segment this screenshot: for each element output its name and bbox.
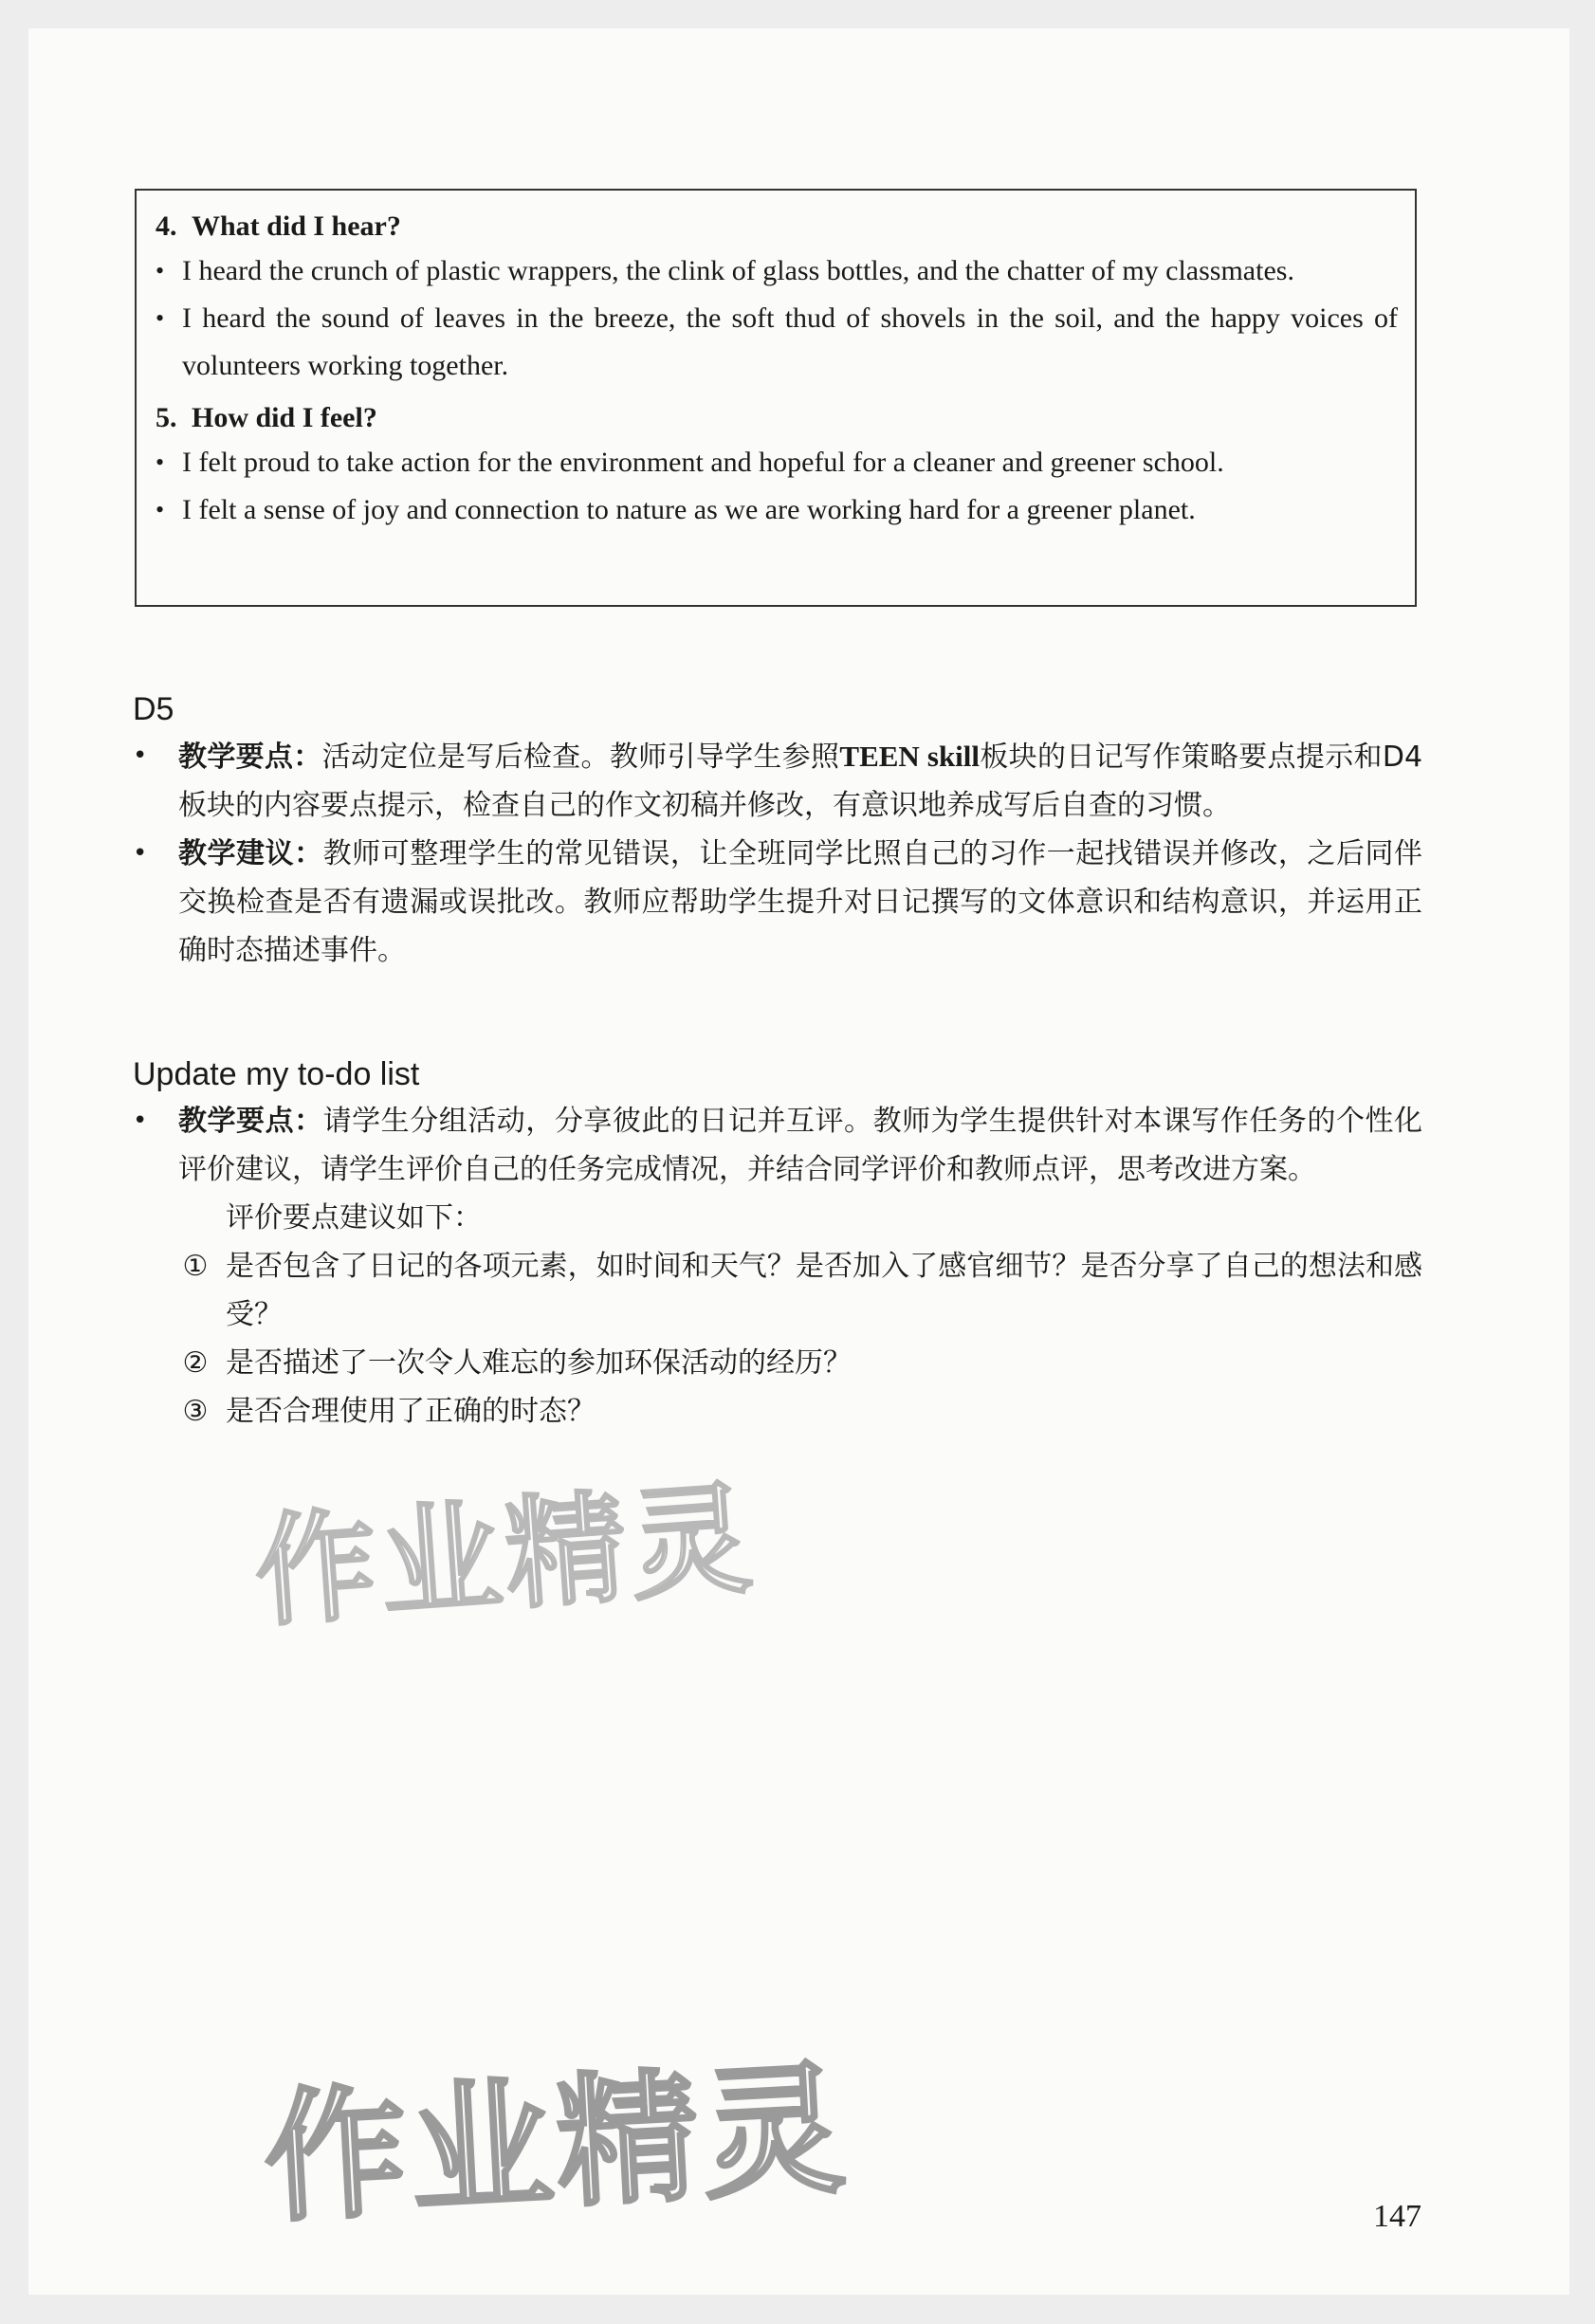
bullet-icon: • (133, 1107, 148, 1135)
point-text: 是否描述了一次令人难忘的参加环保活动的经历？ (226, 1346, 852, 1380)
todo-section (133, 1052, 1422, 1436)
bullet-icon: • (133, 741, 148, 770)
example-answer-box (135, 189, 1417, 607)
bullet-text: I heard the sound of leaves in the breeze, the soft thud of shovels in the soil, and the happy voices of volunteers working together. (182, 302, 1398, 381)
teaching-point-text: 请学生分组活动，分享彼此的日记并互评。教师为学生提供针对本课写作任务的个性化评价建议，请学生评价自己的任务完成情况，并结合同学评价和教师点评，思考改进方案。 (178, 1105, 1423, 1186)
bullet-text: I heard the crunch of plastic wrappers, the clink of glass bottles, and the chatter of my classmates. (182, 255, 1294, 286)
question-5-heading (156, 397, 1398, 439)
d5-teaching-point (133, 732, 1422, 830)
evaluation-point-3 (133, 1387, 1422, 1436)
question-4-bullet-2 (156, 295, 1398, 390)
bullet-icon: • (156, 257, 165, 284)
teaching-point-text-cont: 板块的日记写作策略要点提示和D4板块的内容要点提示，检查自己的作文初稿并修改，有意识地养成写后自查的习惯。 (178, 741, 1423, 822)
bullet-icon: • (156, 496, 165, 523)
d5-title: D5 (133, 691, 174, 727)
watermark-top: 作业精灵 (250, 1468, 761, 1645)
teaching-point-label: 教学要点： (178, 741, 322, 774)
question-5-bullet-2 (156, 486, 1398, 534)
d5-teaching-suggestion (133, 830, 1422, 975)
evaluation-intro: 评价要点建议如下： (226, 1201, 482, 1235)
teen-skill-term: TEEN skill (839, 740, 981, 773)
bullet-text: I felt proud to take action for the environment and hopeful for a cleaner and greener school. (182, 447, 1224, 478)
point-text: 是否包含了日记的各项元素，如时间和天气？是否加入了感官细节？是否分享了自己的想法和感受？ (226, 1250, 1422, 1331)
bullet-icon: • (156, 304, 165, 332)
page (28, 28, 1569, 2295)
evaluation-point-2 (133, 1339, 1422, 1387)
teaching-suggestion-label: 教学建议： (178, 837, 323, 870)
teaching-suggestion-text: 教师可整理学生的常见错误，让全班同学比照自己的习作一起找错误并修改，之后同伴交换检查是否有遗漏或误批改。教师应帮助学生提升对日记撰写的文体意识和结构意识，并运用正确时态描述事件。 (178, 837, 1423, 967)
question-4-title: What did I hear? (192, 210, 401, 242)
teaching-point-label: 教学要点： (178, 1105, 323, 1138)
question-4-number: 4. (156, 210, 177, 242)
point-number: ② (182, 1346, 209, 1380)
bullet-text: I felt a sense of joy and connection to nature as we are working hard for a greener planet. (182, 494, 1196, 525)
question-5-number: 5. (156, 402, 177, 433)
point-number: ③ (182, 1395, 209, 1428)
todo-title: Update my to-do list (133, 1056, 420, 1092)
watermark-bottom: 作业精灵 (260, 2046, 852, 2242)
question-4-bullet-1 (156, 247, 1398, 295)
evaluation-point-1 (133, 1242, 1422, 1339)
d5-section (133, 686, 1422, 975)
question-5-bullet-1 (156, 439, 1398, 486)
todo-teaching-point (133, 1097, 1422, 1194)
teaching-point-text: 活动定位是写后检查。教师引导学生参照 (321, 741, 840, 774)
point-number: ① (182, 1250, 209, 1283)
point-text: 是否合理使用了正确的时态？ (226, 1395, 596, 1428)
question-4-heading (156, 206, 1398, 247)
question-5-title: How did I feel? (192, 402, 377, 433)
bullet-icon: • (156, 448, 165, 476)
bullet-icon: • (133, 839, 148, 868)
page-number: 147 (1373, 2199, 1421, 2234)
